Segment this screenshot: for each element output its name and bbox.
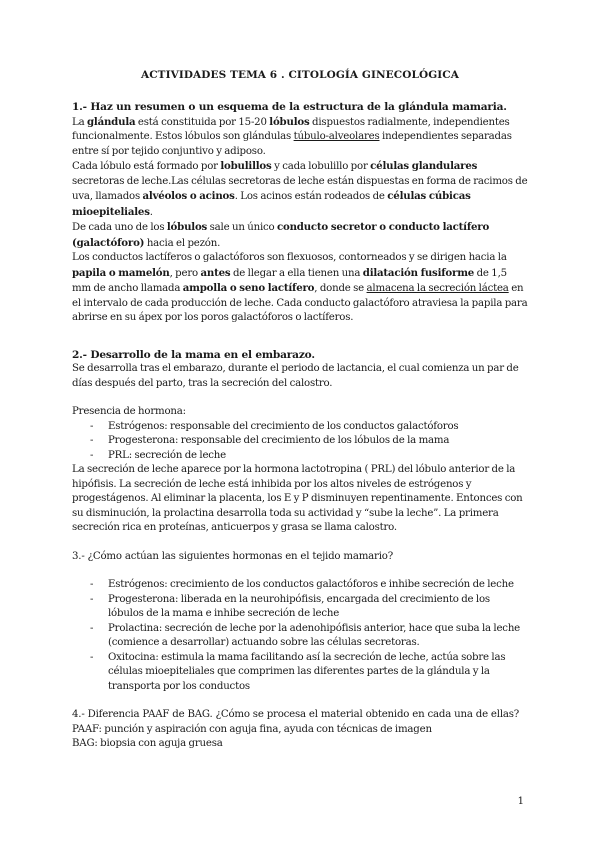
list-item: - Estrógenos: responsable del crecimiento de los conductos galactóforos [72,420,528,435]
section-4-heading: 4.- Diferencia PAAF de BAG. ¿Cómo se procesa el material obtenido en cada una de ellas? [72,709,520,720]
bold-text: alvéolos o acinos [142,190,235,202]
paaf-definition: PAAF: punción y aspiración con aguja fina, ayuda con técnicas de imagen [72,723,432,735]
bold-text: dilatación fusiforme [362,266,475,279]
section-1-paragraph-1: La glándula está constituida por 15-20 lóbulos dispuestos radialmente, independientes funcionalmente. Estos lóbulos son glándulas túbulo-alveolares independientes separadas entre sí por tejido conjuntivo y adiposo. [72,115,512,157]
bold-text: lóbulos [269,115,310,128]
bold-text: papila o mamelón [72,266,170,279]
section-3-hormone-list [72,578,528,694]
section-1-paragraph-4: Los conductos lactíferos o galactóforos son flexuosos, contorneados y se dirigen hacia la papila o mamelón, pero antes de llegar a ella tienen una dilatación fusiforme de 1,5 mm de ancho llamada ampolla o seno lactífero, donde se almacena la secreción láctea en el intervalo de cada producción de leche. Cada conducto galactóforo atraviesa la papila para abrirse en su ápex por los poros galactóforos o lactíferos. [72,252,528,323]
hormones-label: Presencia de hormona: [72,406,186,417]
section-3-heading: 3.- ¿Cómo actúan las siguientes hormonas en el tejido mamario? [72,550,393,562]
bold-text: lóbulos [166,221,208,233]
bold-text: lobulillos [220,160,272,172]
bold-text: células glandulares [370,160,478,172]
section-2-heading: 2.- Desarrollo de la mama en el embarazo. [72,348,315,361]
document-page [72,68,528,752]
section-1-heading: 1.- Haz un resumen o un esquema de la estructura de la glándula mamaria. [72,101,507,113]
bold-text: células cúbicas mioepiteliales [72,190,471,218]
bag-definition: BAG: biopsia con aguja gruesa [72,738,223,749]
list-item: - Progesterona: responsable del crecimiento de los lóbulos de la mama [72,434,528,449]
page-number: 1 [517,796,524,807]
underlined-text: túbulo-alveolares [293,131,380,142]
document-title: ACTIVIDADES TEMA 6 . CITOLOGÍA GINECOLÓGICA [140,69,460,81]
list-item: - Progesterona: liberada en la neurohipófisis, encargada del crecimiento de los lóbulos de la mama e inhibe secreción de leche [72,593,528,622]
section-1-paragraph-2: Cada lóbulo está formado por lobulillos y cada lobulillo por células glandulares secretoras de leche.Las células secretoras de leche están dispuestas en forma de racimos de uva, llamados alvéolos o acinos. Los acinos están rodeados de células cúbicas mioepiteliales. [72,160,528,218]
section-2-intro: Se desarrolla tras el embarazo, durante el periodo de lactancia, el cual comienza un par de días después del parto, tras la secreción del calostro. [72,363,519,389]
list-item: - Prolactina: secreción de leche por la adenohipófisis anterior, hace que suba la leche (comience a desarrollar) actuando sobre las células secretoras. [72,622,528,651]
bold-text: glándula [86,115,136,128]
bold-text: conducto secretor o conducto lactífero (galactóforo) [72,221,490,249]
list-item: - PRL: secreción de leche [72,449,528,464]
section-1-paragraph-3: De cada uno de los lóbulos sale un único conducto secretor o conducto lactífero (galactóforo) hacia el pezón. [72,221,490,249]
list-item: - Estrógenos: crecimiento de los conductos galactóforos e inhibe secreción de leche [72,578,528,593]
section-2-hormone-list [72,420,528,464]
list-item: - Oxitocina: estimula la mama facilitando así la secreción de leche, actúa sobre las células mioepiteliales que comprimen las diferentes partes de la glándula y la transporta por los conductos [72,651,528,695]
bold-text: antes [200,266,231,279]
section-2-outro: La secreción de leche aparece por la hormona lactotropina ( PRL) del lóbulo anterior de la hipófisis. La secreción de leche está inhibida por los altos niveles de estrógenos y progestágenos. Al eliminar la placenta, los E y P disminuyen repentinamente. Entonces con su disminución, la prolactina desarrolla toda su actividad y “sube la leche”. La primera secreción rica en proteínas, anticuerpos y grasa se llama calostro. [72,464,523,533]
underlined-text: almacena la secreción láctea [366,283,509,294]
bold-text: ampolla o seno lactífero [182,282,315,294]
